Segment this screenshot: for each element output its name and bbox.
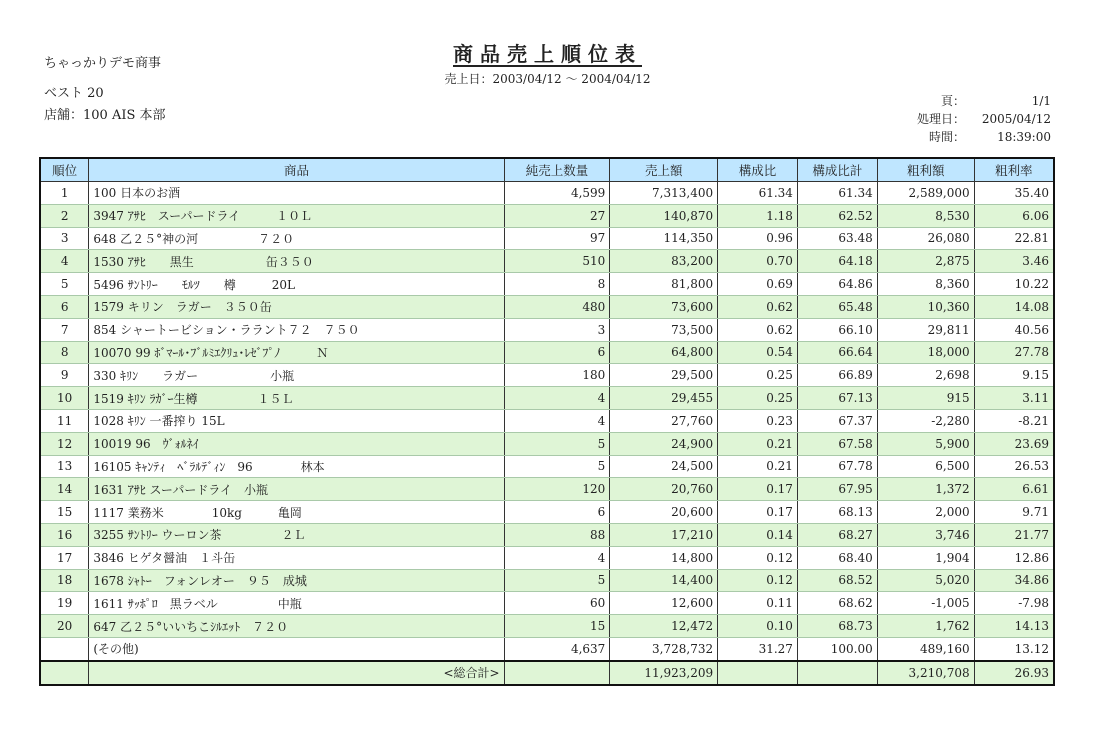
sales-cell: 17,210 [610, 523, 718, 546]
gross-profit-cell: 915 [877, 387, 974, 410]
other-row [40, 637, 1054, 660]
cumulative-ratio-cell: 66.64 [797, 341, 877, 364]
table-row [40, 341, 1054, 364]
cumulative-ratio-cell: 67.37 [797, 409, 877, 432]
cumulative-ratio-cell: 68.62 [797, 592, 877, 615]
ratio-cell: 31.27 [718, 637, 798, 660]
col-header-rank: 順位 [40, 158, 89, 182]
rank-cell: 7 [40, 318, 89, 341]
profit-rate-cell: 3.11 [974, 387, 1054, 410]
rank-cell [40, 661, 89, 685]
profit-rate-cell: 35.40 [974, 182, 1054, 205]
ratio-cell: 0.54 [718, 341, 798, 364]
sales-cell: 81,800 [610, 273, 718, 296]
cumulative-ratio-cell: 68.27 [797, 523, 877, 546]
report-meta [895, 92, 1051, 146]
rank-cell [40, 637, 89, 660]
sales-cell: 29,500 [610, 364, 718, 387]
gross-profit-cell: 2,698 [877, 364, 974, 387]
time-value: 18:39:00 [997, 130, 1051, 144]
ratio-cell: 0.23 [718, 409, 798, 432]
sales-cell: 12,472 [610, 615, 718, 638]
sales-cell: 140,870 [610, 204, 718, 227]
col-header-sales: 売上額 [610, 158, 718, 182]
gross-profit-cell: 18,000 [877, 341, 974, 364]
quantity-cell: 4 [504, 409, 610, 432]
gross-profit-cell: -1,005 [877, 592, 974, 615]
gross-profit-cell: 3,746 [877, 523, 974, 546]
rank-cell: 12 [40, 432, 89, 455]
profit-rate-cell: 22.81 [974, 227, 1054, 250]
company-name: ちゃっかりデモ商事 [44, 56, 162, 71]
profit-rate-cell: 34.86 [974, 569, 1054, 592]
sales-cell: 20,600 [610, 501, 718, 524]
quantity-cell: 4,637 [504, 637, 610, 660]
profit-rate-cell: 6.06 [974, 204, 1054, 227]
sales-cell: 73,500 [610, 318, 718, 341]
gross-profit-cell: 2,589,000 [877, 182, 974, 205]
table-row [40, 409, 1054, 432]
ratio-cell: 0.21 [718, 455, 798, 478]
sales-cell: 114,350 [610, 227, 718, 250]
processed-date-label: 処理日： [916, 112, 965, 126]
profit-rate-cell: 14.08 [974, 295, 1054, 318]
profit-rate-cell: -8.21 [974, 409, 1054, 432]
gross-profit-cell: 6,500 [877, 455, 974, 478]
product-cell: 1579 キリン ラガー ３５０缶 [89, 295, 504, 318]
cumulative-ratio-cell: 68.52 [797, 569, 877, 592]
table-row [40, 478, 1054, 501]
quantity-cell: 120 [504, 478, 610, 501]
ratio-cell: 0.12 [718, 569, 798, 592]
quantity-cell: 4 [504, 546, 610, 569]
ratio-cell: 61.34 [718, 182, 798, 205]
ranking-table-wrapper [39, 157, 1055, 686]
gross-profit-cell: 2,000 [877, 501, 974, 524]
rank-cell: 17 [40, 546, 89, 569]
ratio-cell: 0.70 [718, 250, 798, 273]
table-row [40, 182, 1054, 205]
profit-rate-cell: 26.53 [974, 455, 1054, 478]
sales-period: 売上日：2003/04/12 ～ 2004/04/12 [444, 72, 651, 86]
product-cell: 330 ｷﾘﾝ ラガー 小瓶 [89, 364, 504, 387]
product-cell: 1117 業務米 10kg 亀岡 [89, 501, 504, 524]
rank-cell: 5 [40, 273, 89, 296]
gross-profit-cell: 5,020 [877, 569, 974, 592]
profit-rate-cell: 13.12 [974, 637, 1054, 660]
gross-profit-cell: 1,372 [877, 478, 974, 501]
product-cell: 3947 ｱｻﾋ スーパードライ １０Ｌ [89, 204, 504, 227]
quantity-cell: 510 [504, 250, 610, 273]
gross-profit-cell: 5,900 [877, 432, 974, 455]
quantity-cell: 6 [504, 501, 610, 524]
rank-cell: 6 [40, 295, 89, 318]
sales-cell: 20,760 [610, 478, 718, 501]
sales-cell: 27,760 [610, 409, 718, 432]
total-gross-profit-cell: 3,210,708 [877, 661, 974, 685]
gross-profit-cell: 26,080 [877, 227, 974, 250]
table-row [40, 569, 1054, 592]
total-label-cell: <総合計> [89, 661, 504, 685]
rank-cell: 18 [40, 569, 89, 592]
ratio-cell: 0.25 [718, 387, 798, 410]
table-row [40, 455, 1054, 478]
cumulative-ratio-cell: 100.00 [797, 637, 877, 660]
cumulative-ratio-cell: 64.86 [797, 273, 877, 296]
product-cell: 1611 ｻｯﾎﾟﾛ 黒ラベル 中瓶 [89, 592, 504, 615]
profit-rate-cell: 40.56 [974, 318, 1054, 341]
sales-cell: 24,500 [610, 455, 718, 478]
page-label: 頁： [940, 94, 965, 108]
rank-cell: 9 [40, 364, 89, 387]
table-row [40, 546, 1054, 569]
sales-cell: 83,200 [610, 250, 718, 273]
rank-cell: 13 [40, 455, 89, 478]
table-row [40, 318, 1054, 341]
table-row [40, 615, 1054, 638]
rank-cell: 2 [40, 204, 89, 227]
gross-profit-cell: 1,762 [877, 615, 974, 638]
table-row [40, 364, 1054, 387]
product-cell: 1631 ｱｻﾋ スーパードライ 小瓶 [89, 478, 504, 501]
product-cell: 1530 ｱｻﾋ 黒生 缶３５０ [89, 250, 504, 273]
quantity-cell: 5 [504, 569, 610, 592]
quantity-cell: 97 [504, 227, 610, 250]
quantity-cell [504, 661, 610, 685]
page-row [895, 92, 1051, 110]
quantity-cell: 5 [504, 455, 610, 478]
total-profit-rate-cell: 26.93 [974, 661, 1054, 685]
quantity-cell: 60 [504, 592, 610, 615]
ratio-cell: 0.25 [718, 364, 798, 387]
table-row [40, 432, 1054, 455]
quantity-cell: 480 [504, 295, 610, 318]
product-cell: 5496 ｻﾝﾄﾘｰ ﾓﾙﾂ 樽 20L [89, 273, 504, 296]
product-cell: 3846 ヒゲタ醤油 １斗缶 [89, 546, 504, 569]
ratio-cell: 0.69 [718, 273, 798, 296]
col-header-gross-profit: 粗利額 [877, 158, 974, 182]
profit-rate-cell: -7.98 [974, 592, 1054, 615]
product-cell: 3255 ｻﾝﾄﾘｰ ウーロン茶 ２Ｌ [89, 523, 504, 546]
product-cell: 1678 ｼｬﾄｰ フォンレオー ９５ 成城 [89, 569, 504, 592]
quantity-cell: 88 [504, 523, 610, 546]
ratio-cell: 0.62 [718, 295, 798, 318]
table-row [40, 523, 1054, 546]
col-header-ratio: 構成比 [718, 158, 798, 182]
store-name: 店舗：100 AIS 本部 [44, 108, 166, 123]
table-row [40, 227, 1054, 250]
product-cell: 1519 ｷﾘﾝ ﾗｶﾞｰ生樽 １５Ｌ [89, 387, 504, 410]
quantity-cell: 5 [504, 432, 610, 455]
rank-cell: 11 [40, 409, 89, 432]
profit-rate-cell: 14.13 [974, 615, 1054, 638]
quantity-cell: 4 [504, 387, 610, 410]
best-count: ベスト 20 [44, 86, 104, 101]
sales-cell: 3,728,732 [610, 637, 718, 660]
ranking-table [39, 157, 1055, 686]
cumulative-ratio-cell: 61.34 [797, 182, 877, 205]
profit-rate-cell: 23.69 [974, 432, 1054, 455]
ratio-cell: 0.96 [718, 227, 798, 250]
table-row [40, 250, 1054, 273]
ratio-cell: 0.10 [718, 615, 798, 638]
cumulative-ratio-cell: 68.73 [797, 615, 877, 638]
ratio-cell: 0.17 [718, 501, 798, 524]
processed-date-value: 2005/04/12 [981, 112, 1051, 126]
cumulative-ratio-cell: 66.89 [797, 364, 877, 387]
product-cell: 100 日本のお酒 [89, 182, 504, 205]
rank-cell: 19 [40, 592, 89, 615]
ratio-cell: 0.14 [718, 523, 798, 546]
cumulative-ratio-cell: 68.40 [797, 546, 877, 569]
quantity-cell: 15 [504, 615, 610, 638]
ratio-cell: 0.21 [718, 432, 798, 455]
ratio-cell: 1.18 [718, 204, 798, 227]
sales-cell: 14,800 [610, 546, 718, 569]
cumulative-ratio-cell: 62.52 [797, 204, 877, 227]
report-title-text: 商品売上順位表 [453, 42, 642, 66]
table-row [40, 204, 1054, 227]
total-sales-cell: 11,923,209 [610, 661, 718, 685]
ratio-cell [718, 661, 798, 685]
cumulative-ratio-cell: 68.13 [797, 501, 877, 524]
product-cell: 10019 96 ｳﾞｫﾙﾈｲ [89, 432, 504, 455]
quantity-cell: 180 [504, 364, 610, 387]
ratio-cell: 0.62 [718, 318, 798, 341]
gross-profit-cell: 8,530 [877, 204, 974, 227]
profit-rate-cell: 27.78 [974, 341, 1054, 364]
gross-profit-cell: 29,811 [877, 318, 974, 341]
rank-cell: 14 [40, 478, 89, 501]
ratio-cell: 0.17 [718, 478, 798, 501]
sales-cell: 14,400 [610, 569, 718, 592]
col-header-profit-rate: 粗利率 [974, 158, 1054, 182]
table-row [40, 592, 1054, 615]
ratio-cell: 0.11 [718, 592, 798, 615]
product-cell: 647 乙２５°いいちこｼﾙｴｯﾄ ７２０ [89, 615, 504, 638]
cumulative-ratio-cell [797, 661, 877, 685]
table-row [40, 387, 1054, 410]
product-cell: 1028 ｷﾘﾝ 一番搾り 15L [89, 409, 504, 432]
cumulative-ratio-cell: 67.13 [797, 387, 877, 410]
product-cell: 16105 ｷｬﾝﾃｨ ﾍﾞﾗﾙﾃﾞｨﾝ 96 林本 [89, 455, 504, 478]
product-cell: 10070 99 ﾎﾞﾏｰﾙ･ﾌﾞﾙﾐｴｸﾘｭ･ﾚｾﾞﾌﾟﾉ Ｎ [89, 341, 504, 364]
gross-profit-cell: 489,160 [877, 637, 974, 660]
sales-cell: 73,600 [610, 295, 718, 318]
product-cell: (その他) [89, 637, 504, 660]
col-header-quantity: 純売上数量 [504, 158, 610, 182]
profit-rate-cell: 6.61 [974, 478, 1054, 501]
product-cell: 854 シャートービション・ララント７２ ７５０ [89, 318, 504, 341]
gross-profit-cell: 8,360 [877, 273, 974, 296]
table-header-row [40, 158, 1054, 182]
col-header-product: 商品 [89, 158, 504, 182]
time-label: 時間： [928, 130, 965, 144]
processed-date-row [895, 110, 1051, 128]
gross-profit-cell: 1,904 [877, 546, 974, 569]
rank-cell: 16 [40, 523, 89, 546]
table-body [40, 182, 1054, 685]
gross-profit-cell: -2,280 [877, 409, 974, 432]
profit-rate-cell: 3.46 [974, 250, 1054, 273]
gross-profit-cell: 10,360 [877, 295, 974, 318]
rank-cell: 1 [40, 182, 89, 205]
rank-cell: 3 [40, 227, 89, 250]
profit-rate-cell: 9.15 [974, 364, 1054, 387]
cumulative-ratio-cell: 64.18 [797, 250, 877, 273]
col-header-cumulative-ratio: 構成比計 [797, 158, 877, 182]
product-cell: 648 乙２５°神の河 ７２０ [89, 227, 504, 250]
sales-cell: 24,900 [610, 432, 718, 455]
sales-cell: 29,455 [610, 387, 718, 410]
rank-cell: 10 [40, 387, 89, 410]
profit-rate-cell: 10.22 [974, 273, 1054, 296]
sales-cell: 7,313,400 [610, 182, 718, 205]
page-value: 1/1 [1031, 94, 1051, 108]
cumulative-ratio-cell: 66.10 [797, 318, 877, 341]
rank-cell: 15 [40, 501, 89, 524]
sales-cell: 64,800 [610, 341, 718, 364]
profit-rate-cell: 9.71 [974, 501, 1054, 524]
cumulative-ratio-cell: 63.48 [797, 227, 877, 250]
rank-cell: 20 [40, 615, 89, 638]
grand-total-row [40, 661, 1054, 685]
rank-cell: 4 [40, 250, 89, 273]
gross-profit-cell: 2,875 [877, 250, 974, 273]
profit-rate-cell: 12.86 [974, 546, 1054, 569]
quantity-cell: 27 [504, 204, 610, 227]
sales-cell: 12,600 [610, 592, 718, 615]
quantity-cell: 3 [504, 318, 610, 341]
cumulative-ratio-cell: 67.95 [797, 478, 877, 501]
report-title [0, 38, 1095, 67]
quantity-cell: 8 [504, 273, 610, 296]
cumulative-ratio-cell: 67.58 [797, 432, 877, 455]
time-row [895, 128, 1051, 146]
quantity-cell: 6 [504, 341, 610, 364]
cumulative-ratio-cell: 67.78 [797, 455, 877, 478]
cumulative-ratio-cell: 65.48 [797, 295, 877, 318]
rank-cell: 8 [40, 341, 89, 364]
profit-rate-cell: 21.77 [974, 523, 1054, 546]
ratio-cell: 0.12 [718, 546, 798, 569]
table-row [40, 501, 1054, 524]
table-row [40, 295, 1054, 318]
table-row [40, 273, 1054, 296]
quantity-cell: 4,599 [504, 182, 610, 205]
